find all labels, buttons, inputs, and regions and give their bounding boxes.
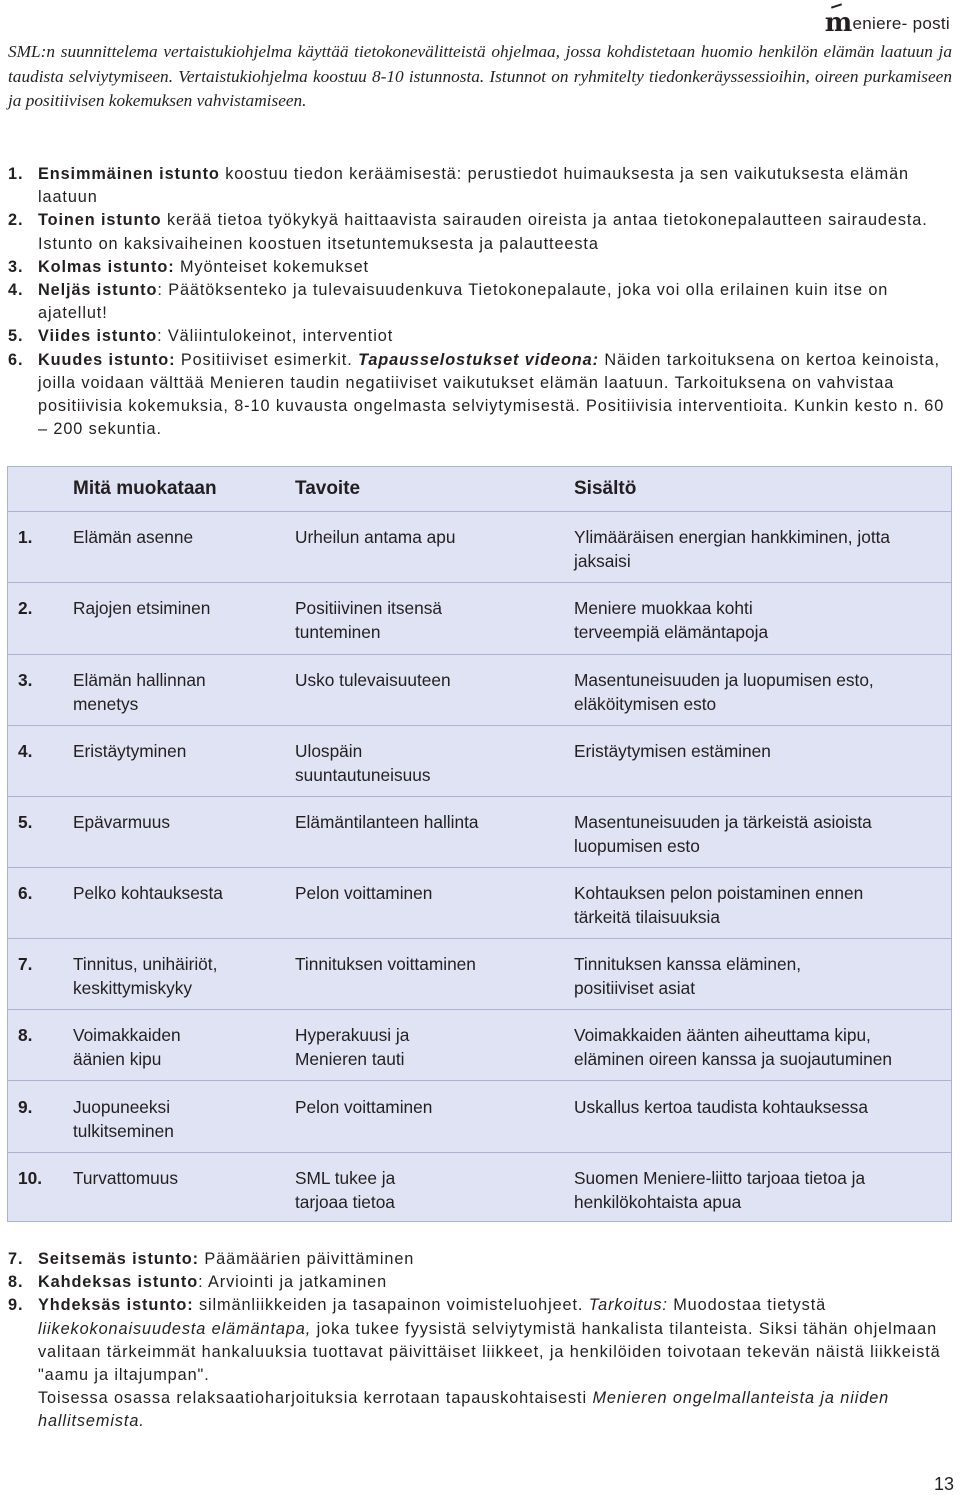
session-title: Viides istunto (38, 327, 158, 346)
row-goal: Pelon voittaminen (295, 883, 433, 903)
row-number: 7. (18, 954, 33, 974)
row-number: 6. (18, 883, 33, 903)
session-title: Kahdeksas istunto (38, 1273, 199, 1292)
row-what: Elämän asenne (73, 527, 194, 547)
row-goal: Tinnituksen voittaminen (295, 954, 476, 974)
session-title: Toinen istunto (38, 211, 162, 230)
logo-text: eniere- posti (852, 14, 950, 33)
row-content: Tinnituksen kanssa eläminen, positiiviset asiat (574, 954, 802, 998)
session-item (8, 256, 952, 279)
session-text: koostuu tiedon keräämisestä: perustiedot huimauksesta ja sen vaikutuksesta elämän laatuun (38, 165, 909, 207)
session-number: 1. (8, 165, 24, 183)
row-content: Suomen Meniere-liitto tarjoaa tietoa ja henkilökohtaista apua (574, 1168, 866, 1212)
session-title: Ensimmäinen istunto (38, 165, 220, 183)
session-number: 5. (8, 327, 24, 346)
session-item (8, 1271, 952, 1294)
row-goal: Elämäntilanteen hallinta (295, 812, 479, 832)
row-content: Kohtauksen pelon poistaminen ennen tärkeitä tilaisuuksia (574, 883, 864, 927)
session-number: 4. (8, 281, 24, 300)
row-what: Turvattomuus (73, 1168, 179, 1188)
row-number: 5. (18, 812, 33, 832)
row-what: Elämän hallinnan menetys (73, 670, 206, 714)
session-text: : Arviointi ja jatkaminen (198, 1273, 388, 1292)
session-title: Kolmas istunto: (38, 257, 175, 276)
row-what: Rajojen etsiminen (73, 598, 211, 618)
session-item (8, 163, 952, 209)
session-number: 3. (8, 257, 24, 276)
row-content: Meniere muokkaa kohti terveempiä elämäntapoja (574, 598, 769, 642)
row-content: Eristäytymisen estäminen (574, 741, 771, 761)
logo-initial: m (824, 8, 853, 38)
session-text: kerää tietoa työkykyä haittaavista sairauden oireista ja antaa tietokonepalautteen sairaudesta. Istunto on kaksivaiheinen koostuen itsetuntemuksesta ja palautteesta (38, 211, 928, 253)
session-item (8, 349, 952, 442)
row-content: Masentuneisuuden ja luopumisen esto, eläköitymisen esto (574, 670, 874, 714)
row-content: Ylimääräisen energian hankkiminen, jotta jaksaisi (574, 527, 891, 571)
row-number: 8. (18, 1025, 33, 1045)
meniere-posti-logo (825, 6, 950, 36)
table-header-what: Mitä muokataan (73, 478, 217, 499)
row-goal: Usko tulevaisuuteen (295, 670, 451, 690)
table-divider (7, 796, 952, 797)
intro-paragraph: SML:n suunnittelema vertaistukiohjelma käyttää tietokonevälitteistä ohjelmaa, jossa kohdistetaan huomio henkilön elämän laatuun ja taudista selviytymiseen. Vertaistukiohjelma koostuu 8-10 istunnosta. Istunnot on ryhmitelty tiedonkeräyssessioihin, oireen purkamiseen ja positiivisen kokemuksen vahvistamiseen. (8, 42, 952, 111)
table-divider (7, 511, 952, 512)
row-goal: SML tukee ja tarjoaa tietoa (295, 1168, 396, 1212)
session-number: 6. (8, 350, 24, 369)
session-title: Yhdeksäs istunto: (38, 1296, 194, 1315)
session-text: Päämäärien päivittäminen (204, 1250, 415, 1268)
session-item: 9. Yhdeksäs istunto: silmänliikkeiden ja tasapainon voimisteluohjeet. Tarkoitus: Muodostaa tietystä liikekokonaisuudesta elämäntapa, joka tukee fyysistä selviytymistä hankalista tilanteista. Siksi tähän ohjelmaan valitaan tärkeimmät hankaluuksia tuottavat päivittäiset liikkeet, ja henkilöiden toivotaan tekevän näistä liikkeistä "aamu ja iltajumpan". (8, 1294, 952, 1387)
session-list-top (8, 163, 952, 441)
row-what: Pelko kohtauksesta (73, 883, 223, 903)
session-title: Neljäs istunto (38, 281, 158, 300)
row-what: Juopuneeksi tulkitseminen (73, 1097, 174, 1141)
row-number: 9. (18, 1097, 33, 1117)
video-caption-label: Tapausselostukset videona: (358, 350, 599, 369)
row-what: Eristäytyminen (73, 741, 187, 761)
purpose-label: Tarkoitus: (588, 1296, 668, 1315)
row-number: 3. (18, 670, 33, 690)
relaxation-paragraph: Toisessa osassa relaksaatioharjoituksia kerrotaan tapauskohtaisesti Menieren ongelmallanteista ja niiden hallitsemista. (38, 1389, 890, 1431)
row-number: 10. (18, 1168, 43, 1188)
page-number: 13 (933, 1474, 954, 1494)
session-text: Positiiviset esimerkit. (180, 350, 353, 369)
session-item: 4. Neljäs istunto: Päätöksenteko ja tulevaisuudenkuva Tietokonepalaute, joka voi olla erilainen kuin itse on ajatellut! (8, 279, 952, 325)
table-divider (7, 1009, 952, 1010)
session-number: 8. (8, 1273, 24, 1292)
session-item (8, 209, 952, 255)
row-what: Tinnitus, unihäiriöt, keskittymiskyky (73, 954, 218, 998)
row-number: 4. (18, 741, 33, 761)
session-number: 7. (8, 1250, 24, 1268)
row-goal: Hyperakuusi ja Menieren tauti (295, 1025, 410, 1069)
row-goal: Urheilun antama apu (295, 527, 456, 547)
table-divider (7, 938, 952, 939)
row-goal: Pelon voittaminen (295, 1097, 433, 1117)
table-divider (7, 1080, 952, 1081)
session-number: 2. (8, 211, 24, 230)
row-goal: Positiivinen itsensä tunteminen (295, 598, 442, 642)
session-text: Väliintulokeinot, interventiot (167, 327, 394, 346)
table-divider (7, 1152, 952, 1153)
session-text: Päätöksenteko ja tulevaisuudenkuva Tietokonepalaute, joka voi olla erilainen kuin itse on ajatellut! (38, 281, 889, 323)
row-what: Voimakkaiden äänien kipu (73, 1025, 181, 1069)
table-divider (7, 654, 952, 655)
table-divider (7, 867, 952, 868)
table-header-content: Sisältö (574, 478, 637, 499)
table-header-goal: Tavoite (295, 478, 361, 499)
session-number: 9. (8, 1296, 24, 1315)
session-title: Kuudes istunto: (38, 350, 176, 369)
table-divider (7, 725, 952, 726)
row-content: Voimakkaiden äänten aiheuttama kipu, eläminen oireen kanssa ja suojautuminen (574, 1025, 892, 1069)
row-content: Uskallus kertoa taudista kohtauksessa (574, 1097, 868, 1117)
row-number: 2. (18, 598, 33, 618)
row-number: 1. (18, 527, 33, 547)
session-item: 5. Viides istunto: Väliintulokeinot, interventiot (8, 325, 952, 348)
row-content: Masentuneisuuden ja tärkeistä asioista luopumisen esto (574, 812, 872, 856)
row-goal: Ulospäin suuntautuneisuus (295, 741, 431, 785)
session-text-rest: Näiden tarkoituksena on kertoa keinoista, joilla voidaan välttää Menieren taudin negatiiviset vaikutukset elämän laatuun. Tarkoituksena on vahvistaa positiivisia kokemuksia, 8-10 kuvausta ongelmasta selviytymisestä. Positiivisia interventioita. Kunkin kesto n. 60 – 200 sekuntia. (38, 350, 945, 439)
session-item (8, 1248, 952, 1271)
session-text: Myönteiset kokemukset (179, 257, 369, 276)
session-title: Seitsemäs istunto: (38, 1250, 199, 1268)
table-divider (7, 582, 952, 583)
row-what: Epävarmuus (73, 812, 171, 832)
session-list-bottom (8, 1248, 952, 1434)
